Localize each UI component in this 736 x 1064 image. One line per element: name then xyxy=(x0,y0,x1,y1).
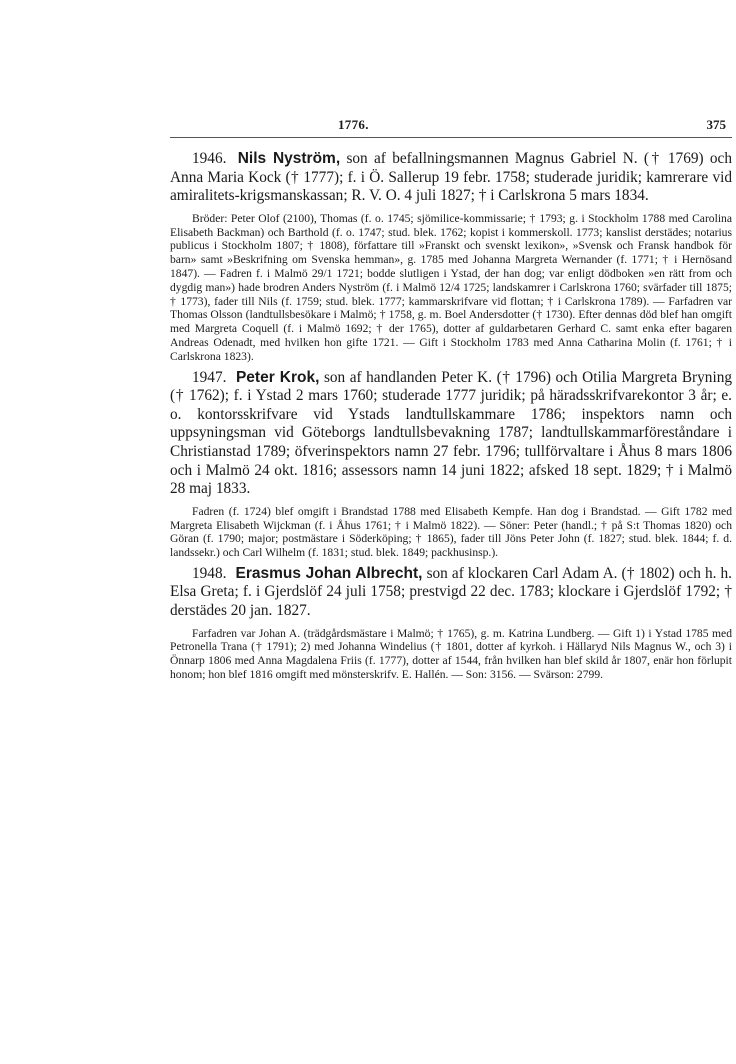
page-content xyxy=(170,150,732,687)
entry-1948 xyxy=(170,565,732,621)
entry-note: Bröder: Peter Olof (2100), Thomas (f. o. 1745; sjömilice-kommissarie; † 1793; g. i Stockholm 1788 med Carolina Elisabeth Backman) och Barthold (f. o. 1747; stud. blek. 1762; kopist i kommerskoll. 1773; kanslist derstädes; notarius publicus i Stockholm 1807; † 1808), författare till »Franskt och svenskt lexikon», »Svensk och Fransk handbok för barn» samt »Beskrifning om Svenska hemman», g. 1785 med Johanna Margreta Wernander (f. 1771; † i Hernösand 1847). — Fadren f. i Malmö 29/1 1721; bodde slutligen i Ystad, der han dog; var enligt dödboken »en rätt from och dygdig man») hade brodren Anders Nyström (f. i Malmö 12/4 1725; landskamrer i Carlskrona 1760; svärfader till 1875; † 1773), fader till Nils (f. 1759; stud. blek. 1777; kammarskrifvare vid flottan; † i Carlskrona 1789). — Farfadren var Thomas Olsson (landtullsbesökare i Malmö; † 1758, g. m. Boel Andersdotter († 1730). Efter dennas död blef han omgift med Margreta Coquell (f. i Malmö 1692; † der 1765), dotter af guldarbetaren Gerhard C. samt enka efter bagaren Andreas Odenadt, med hvilken hon gifte 1721. — Gift i Stockholm 1783 med Anna Catharina Molin (f. 1761; † i Carlskrona 1823). xyxy=(170,211,732,363)
entry-name: Nils Nyström, xyxy=(237,150,341,167)
entry-number: 1948. xyxy=(192,564,227,582)
entry-1946 xyxy=(170,150,732,206)
entry-text: son af klockaren Carl Adam A. († 1802) och h. h. Elsa Greta; f. i Gjerdslöf 24 juli 1758; prestvigd 22 dec. 1783; klockare i Gjerdslöf 1792; † derstädes 20 jan. 1827. xyxy=(170,564,733,620)
entry-note: Farfadren var Johan A. (trädgårdsmästare i Malmö; † 1765), g. m. Katrina Lundberg. — Gift 1) i Ystad 1785 med Petronella Trana († 1791); 2) med Johanna Windelius († 1801, dotter af kyrkoh. i Hällaryd Nils Magnus W., och 3) i Önnarp 1806 med Anna Magdalena Friis (f. 1777), dotter af 1544, från hvilken han blef skild år 1807, enär hon förlupit honom; hon blef 1816 omgift med mönsterskrifv. E. Hallén. — Son: 3156. — Svärson: 2799. xyxy=(170,626,732,682)
page-header xyxy=(170,111,732,138)
entry-text: son af handlanden Peter K. († 1796) och Otilia Margreta Bryning († 1762); f. i Ystad 2 mars 1760; studerade 1777 juridik; på häradsskrifvarekontor 3 år; e. o. kontorsskrifvare vid Ystads landtullskammare 1786; inspektors namn och uppsyningsman vid Göteborgs landtullsbevakning 1787; landtullskammarföreståndare i Christianstad 1789; öfverinspektors namn 27 febr. 1796; tullförvaltare i Åhus 8 mars 1806 och i Malmö 24 okt. 1816; assessors namn 14 juni 1822; afsked 18 sept. 1829; † i Malmö 28 maj 1833. xyxy=(170,368,732,498)
entry-name: Peter Krok, xyxy=(235,368,320,386)
entry-text: son af befallningsmannen Magnus Gabriel N. († 1769) och Anna Maria Kock († 1777); f. i Ö. Sallerup 19 febr. 1758; studerade juridik; kamrerare vid amiralitets-krigsmanskassan; R. V. O. 4 juli 1827; † i Carlskrona 5 mars 1834. xyxy=(170,150,732,205)
entry-number: 1946. xyxy=(192,150,227,167)
entry-1947 xyxy=(170,369,732,499)
header-year: 1776. xyxy=(338,117,369,132)
entry-note: Fadren (f. 1724) blef omgift i Brandstad 1788 med Elisabeth Kempfe. Han dog i Brandstad. — Gift 1782 med Margreta Elisabeth Wijckman (f. i Åhus 1761; † i Malmö 1822). — Söner: Peter (handl.; † på S:t Thomas 1820) och Göran (f. 1790; major; postmästare i Söderköping; † 1865), fader till Jöns Peter John (f. 1827; stud. blek. 1844; f. d. landssekr.) och Carl Wilhelm (f. 1831; stud. blek. 1849; packhusinsp.). xyxy=(170,504,732,560)
entry-name: Erasmus Johan Albrecht, xyxy=(235,564,423,582)
entry-number: 1947. xyxy=(192,368,227,386)
page-number: 375 xyxy=(706,117,726,132)
